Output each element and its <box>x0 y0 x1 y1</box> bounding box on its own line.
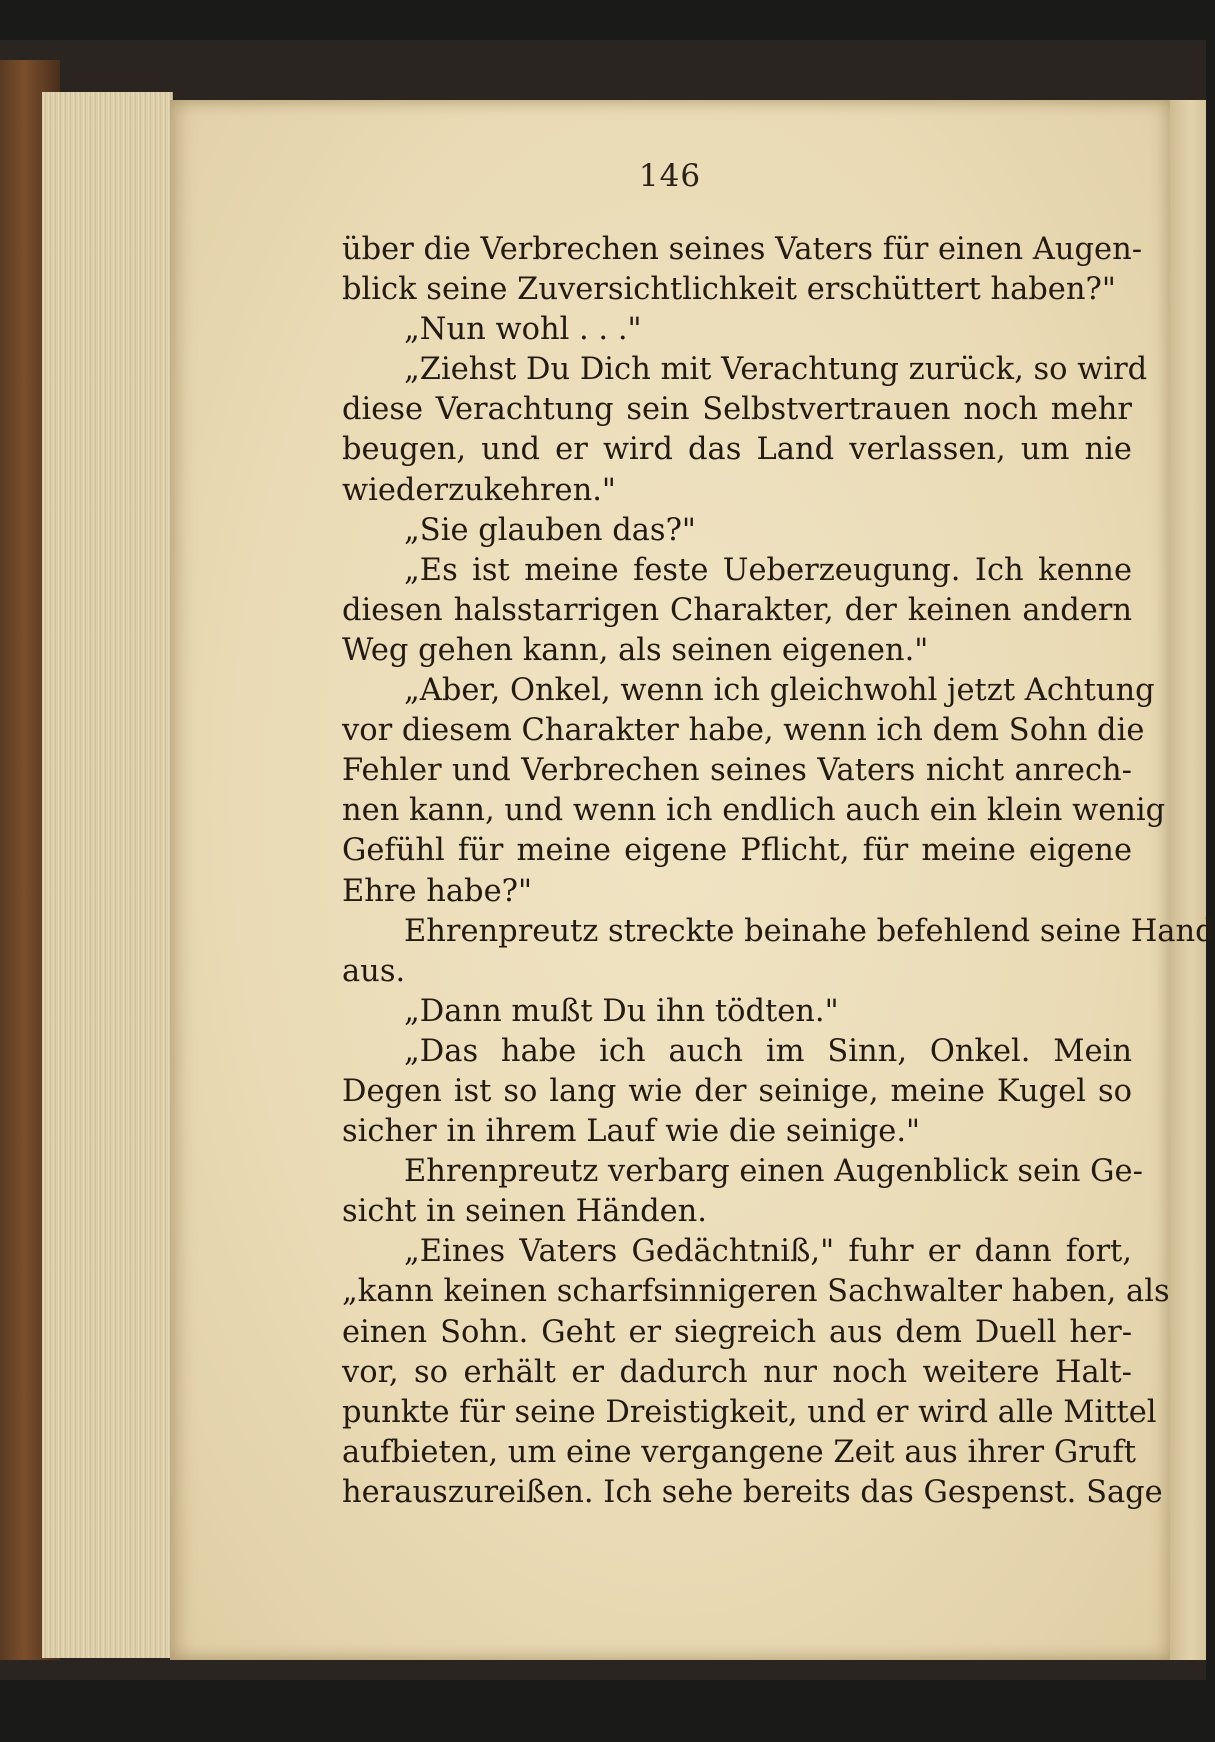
text-line: Fehler und Verbrechen seines Vaters nicht anrech- <box>342 753 1132 789</box>
facing-page-edge <box>1168 100 1206 1660</box>
text-line: herauszureißen. Ich sehe bereits das Gespenst. Sage <box>342 1474 1163 1510</box>
text-line: aus. <box>342 953 406 989</box>
text-line: einen Sohn. Geht er siegreich aus dem Duell her- <box>342 1314 1132 1350</box>
text-line: „Dann mußt Du ihn tödten." <box>404 993 839 1029</box>
text-line: Weg gehen kann, als seinen eigenen." <box>342 632 929 668</box>
text-line: über die Verbrechen seines Vaters für einen Augen- <box>342 232 1143 267</box>
text-line: beugen, und er wird das Land verlassen, um nie <box>342 432 1132 468</box>
text-line: „kann keinen scharfsinnigeren Sachwalter haben, als <box>342 1274 1170 1310</box>
text-line: vor diesem Charakter habe, wenn ich dem Sohn die <box>342 713 1145 749</box>
text-line: blick seine Zuversichtlichkeit erschüttert haben?" <box>342 272 1116 308</box>
text-line: diese Verachtung sein Selbstvertrauen noch mehr <box>342 392 1132 428</box>
text-line: Ehrenpreutz verbarg einen Augenblick sein Ge- <box>404 1154 1143 1190</box>
page-number: 146 <box>638 158 702 194</box>
text-line: Ehre habe?" <box>342 873 533 909</box>
text-line: „Eines Vaters Gedächtniß," fuhr er dann fort, <box>404 1234 1132 1270</box>
text-line: punkte für seine Dreistigkeit, und er wird alle Mittel <box>342 1394 1157 1430</box>
text-line: „Es ist meine feste Ueberzeugung. Ich kenne <box>404 552 1132 588</box>
text-line: „Das habe ich auch im Sinn, Onkel. Mein <box>404 1033 1132 1069</box>
text-line: aufbieten, um eine vergangene Zeit aus ihrer Gruft <box>342 1434 1136 1470</box>
text-line: sicher in ihrem Lauf wie die seinige." <box>342 1114 921 1150</box>
page-text <box>342 230 1215 1513</box>
text-line: wiederzukehren." <box>342 472 616 508</box>
page-stack-left <box>42 92 173 1658</box>
text-line: „Nun wohl . . ." <box>404 312 642 348</box>
text-line: „Aber, Onkel, wenn ich gleichwohl jetzt Achtung <box>404 673 1155 709</box>
text-line: „Ziehst Du Dich mit Verachtung zurück, so wird <box>404 352 1148 388</box>
text-line: vor, so erhält er dadurch nur noch weitere Halt- <box>342 1354 1132 1390</box>
book-page <box>170 100 1215 1660</box>
text-line: nen kann, und wenn ich endlich auch ein klein wenig <box>342 793 1166 829</box>
text-line: diesen halsstarrigen Charakter, der keinen andern <box>342 592 1132 628</box>
text-line: „Sie glauben das?" <box>404 512 696 548</box>
text-line: Degen ist so lang wie der seinige, meine Kugel so <box>342 1073 1132 1109</box>
text-line: Gefühl für meine eigene Pflicht, für meine eigene <box>342 833 1132 869</box>
text-line: sicht in seinen Händen. <box>342 1194 708 1230</box>
text-line: Ehrenpreutz streckte beinahe befehlend seine Hand <box>404 913 1215 949</box>
